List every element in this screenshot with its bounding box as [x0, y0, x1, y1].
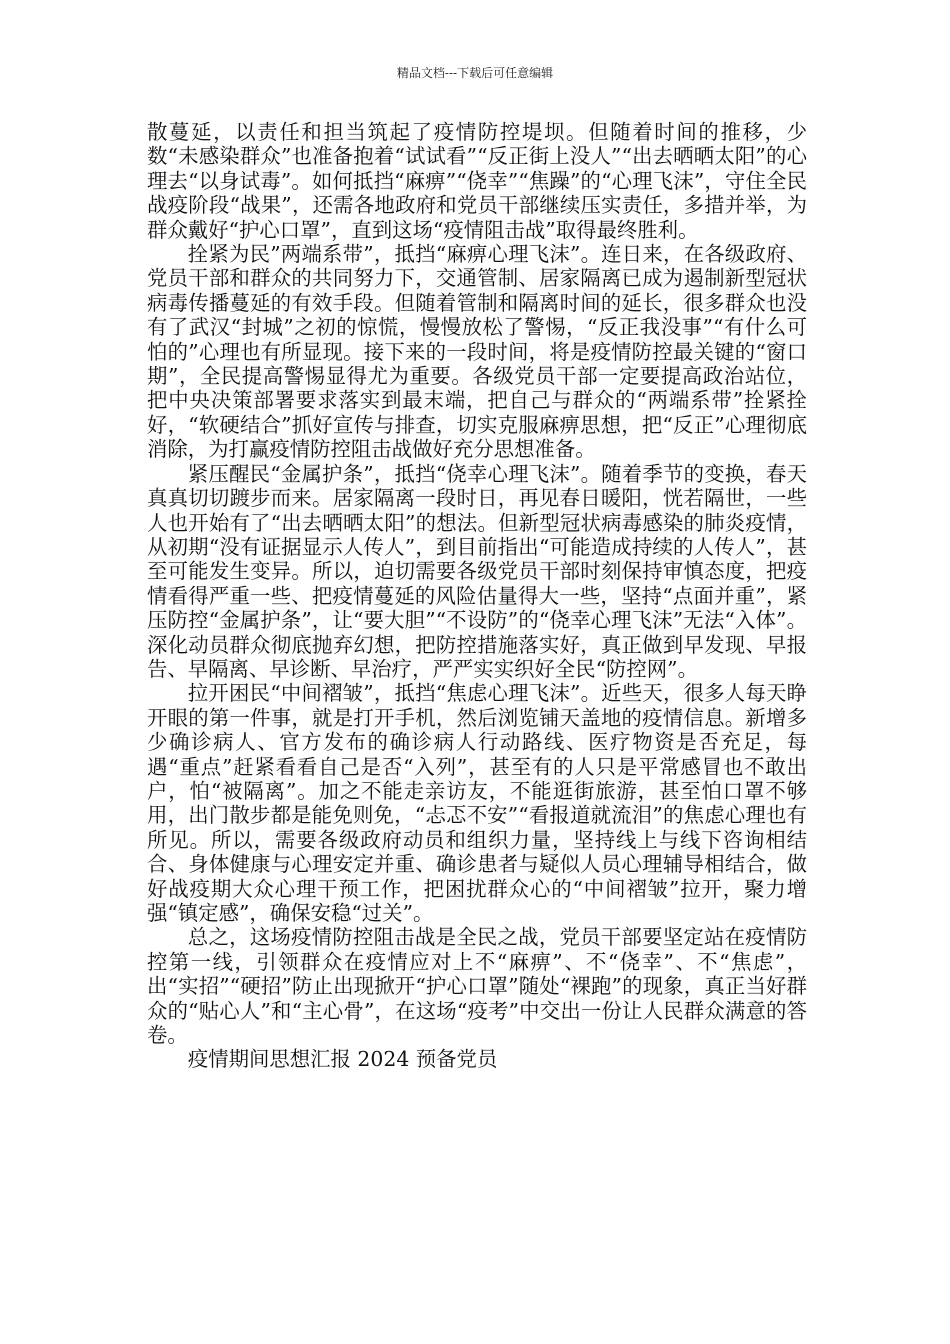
paragraph-4: 拉开困民“中间褶皱”，抵挡“焦虑心理飞沫”。近些天，很多人每天睁开眼的第一件事，就是打开手机，然后浏览铺天盖地的疫情信息。新增多少确诊病人、官方发布的确诊病人行动路线、医疗物资是否充足，每遇“重点”赶紧看看自己是否“入列”，甚至有的人只是平常感冒也不敢出户，怕“被隔离”。加之不能走亲访友，不能逛街旅游，甚至怕口罩不够用，出门散步都是能免则免，“忐忑不安”“看报道就流泪”的焦虑心理也有所见。所以，需要各级政府动员和组织力量，坚持线上与线下咨询相结合、身体健康与心理安定并重、确诊患者与疑似人员心理辅导相结合，做好战疫期大众心理干预工作，把困扰群众心的“中间褶皱”拉开，聚力增强“镇定感”，确保安稳“过关”。: [147, 681, 807, 925]
paragraph-5: 总之，这场疫情防控阻击战是全民之战，党员干部要坚定站在疫情防控第一线，引领群众在疫情应对上不“麻痹”、不“侥幸”、不“焦虑”，出“实招”“硬招”防止出现掀开“护心口罩”随处“裸跑”的现象，真正当好群众的“贴心人”和“主心骨”，在这场“疫考”中交出一份让人民群众满意的答卷。: [147, 925, 807, 1048]
paragraph-3: 紧压醒民“金属护条”，抵挡“侥幸心理飞沫”。随着季节的变换，春天真真切切踱步而来。居家隔离一段时日，再见春日暖阳，恍若隔世，一些人也开始有了“出去晒晒太阳”的想法。但新型冠状病毒感染的肺炎疫情，从初期“没有证据显示人传人”，到目前指出“可能造成持续的人传人”，甚至可能发生变异。所以，迫切需要各级党员干部时刻保持审慎态度，把疫情看得严重一些、把疫情蔓延的风险估量得大一些，坚持“点面并重”，紧压防控“金属护条”，让“要大胆”“不设防”的“侥幸心理飞沫”无法“入体”。深化动员群众彻底抛弃幻想，把防控措施落实好，真正做到早发现、早报告、早隔离、早诊断、早治疗，严严实实织好全民“防控网”。: [147, 461, 807, 681]
paragraph-1: 散蔓延，以责任和担当筑起了疫情防控堤坝。但随着时间的推移，少数“未感染群众”也准备抱着“试试看”“反正街上没人”“出去晒晒太阳”的心理去“以身试毒”。如何抵挡“麻痹”“侥幸”“焦躁”的“心理飞沫”，守住全民战疫阶段“战果”，还需各地政府和党员干部继续压实责任，多措并举，为群众戴好“护心口罩”，直到这场“疫情阻击战”取得最终胜利。: [147, 120, 807, 242]
page-header: 精品文档---下载后可任意编辑: [396, 66, 554, 80]
closing-title: 疫情期间思想汇报 2024 预备党员: [187, 1047, 498, 1072]
paragraph-2: 拴紧为民”两端系带”，抵挡“麻痹心理飞沫”。连日来，在各级政府、党员干部和群众的共同努力下，交通管制、居家隔离已成为遏制新型冠状病毒传播蔓延的有效手段。但随着管制和隔离时间的延长，很多群众也没有了武汉“封城”之初的惊慌，慢慢放松了警惕，“反正我没事”“有什么可怕的”心理也有所显现。接下来的一段时间，将是疫情防控最关键的“窗口期”，全民提高警惕显得尤为重要。各级党员干部一定要提高政治站位，把中央决策部署要求落实到最末端，把自己与群众的“两端系带”拴紧拴好，“软硬结合”抓好宣传与排查，切实克服麻痹思想，把“反正”心理彻底消除，为打赢疫情防控阻击战做好充分思想准备。: [147, 242, 807, 462]
document-body: [147, 120, 807, 1072]
